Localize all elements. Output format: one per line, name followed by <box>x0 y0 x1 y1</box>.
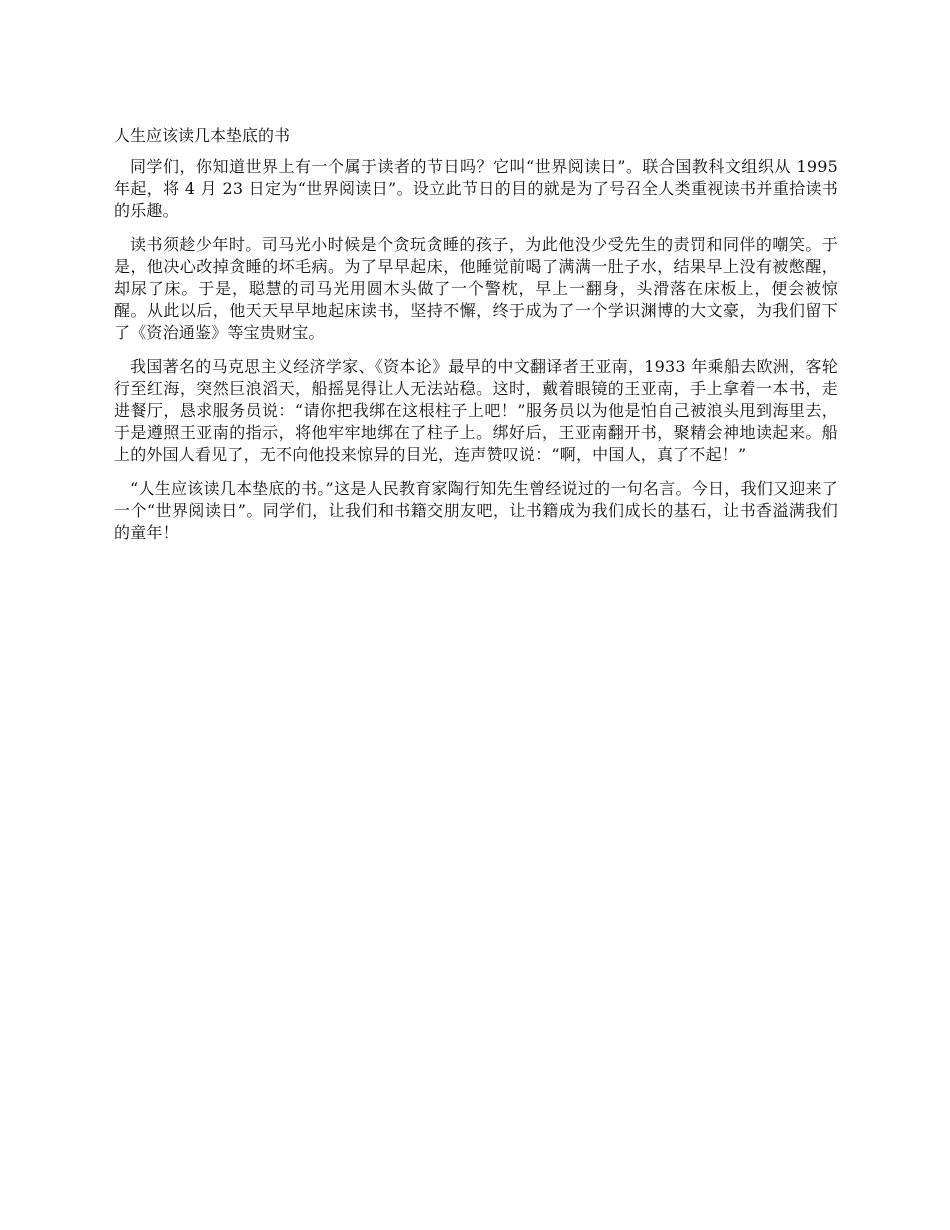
paragraph-1: 同学们，你知道世界上有一个属于读者的节日吗？它叫“世界阅读日”。联合国教科文组织从 1995 年起，将 4 月 23 日定为“世界阅读日”。设立此节日的目的就是为了号召全人类重视读书并重拾读书的乐趣。 <box>114 157 838 220</box>
document-title: 人生应该读几本垫底的书 <box>114 126 291 145</box>
paragraph-3: 我国著名的马克思主义经济学家、《资本论》最早的中文翻译者王亚南，1933 年乘船去欧洲，客轮行至红海，突然巨浪滔天，船摇晃得让人无法站稳。这时，戴着眼镜的王亚南，手上拿着一本书，走进餐厅，恳求服务员说：“请你把我绑在这根柱子上吧！”服务员以为他是怕自己被浪头甩到海里去，于是遵照王亚南的指示，将他牢牢地绑在了柱子上。绑好后，王亚南翻开书，聚精会神地读起来。船上的外国人看见了，无不向他投来惊异的目光，连声赞叹说：“啊，中国人，真了不起！” <box>114 357 838 464</box>
document-page <box>114 124 838 556</box>
paragraph-4: “人生应该读几本垫底的书。”这是人民教育家陶行知先生曾经说过的一句名言。今日，我们又迎来了一个“世界阅读日”。同学们，让我们和书籍交朋友吧，让书籍成为我们成长的基石，让书香溢满我们的童年！ <box>114 479 838 542</box>
paragraph-2: 读书须趁少年时。司马光小时候是个贪玩贪睡的孩子，为此他没少受先生的责罚和同伴的嘲笑。于是，他决心改掉贪睡的坏毛病。为了早早起床，他睡觉前喝了满满一肚子水，结果早上没有被憋醒，却尿了床。于是，聪慧的司马光用圆木头做了一个警枕，早上一翻身，头滑落在床板上，便会被惊醒。从此以后，他天天早早地起床读书，坚持不懈，终于成为了一个学识渊博的大文豪，为我们留下了《资治通鉴》等宝贵财宝。 <box>114 235 838 342</box>
